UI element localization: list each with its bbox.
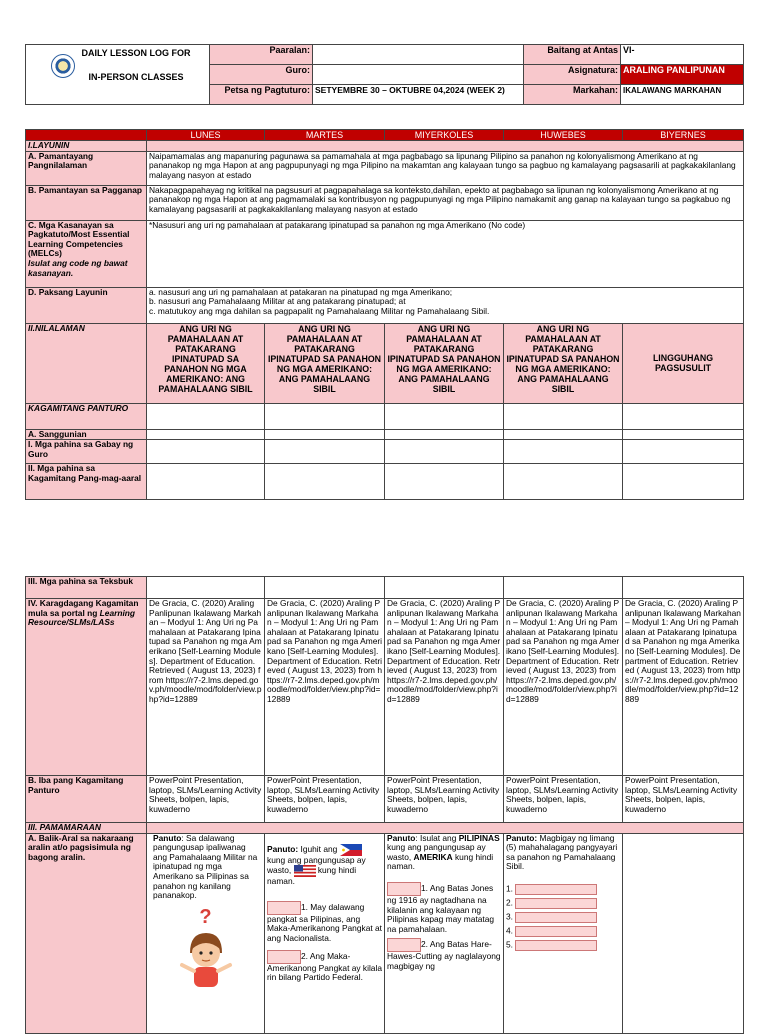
materials-miyerkoles: PowerPoint Presentation, laptop, SLMs/Learning Activity Sheets, bolpen, lapis, kuwaderno [385,776,504,823]
melcs-note: Isulat ang code ng bawat kasanayan. [28,257,128,278]
text-pamantayang-pangnilalaman: Naipamamalas ang mapanuring pagunawa sa pamamahala at mga pagbabago sa lipunang Pilipino sa panahon ng kolonyalismong Amerikano at ng pananakop ng mga Hapon at ang pagpupunyagi ng mga Pilipino na makamtan ang kalayaan tungo sa pagbuo ng kamalayang pagsasarili at pagkakakilanlang malayang nasyon at estado [147,151,744,185]
karagdagang-label: IV. Karagdagang Kagamitan mula sa portal ng [28,598,139,618]
word-pilipinas: PILIPINAS [458,833,500,843]
panuto-huwebes: Panuto: [506,833,538,843]
topic-martes: ANG URI NG PAMAHALAAN AT PATAKARANG IPINATUPAD SA PANAHON NG MGA AMERIKANO: ANG PAMAHALAANG SIBIL [265,323,385,403]
label-gabay-guro: I. Mga pahina sa Gabay ng Guro [26,440,147,464]
section-nilalaman: II.NILALAMAN [26,323,147,403]
panuto-lunes-text: : Sa dalawang pangungusap ipaliwanag ang Pamahalaang Militar na ipinatupad ng mga Amerikano sa Pilipinas sa panahon ng kanilang pananakop. [153,833,258,901]
deped-seal-icon [51,54,75,78]
word-amerika: AMERIKA [413,851,453,862]
thu-item-3: 3. [506,911,513,922]
label-melcs [26,220,147,287]
petsa-value[interactable]: SETYEMBRE 30 – OKTUBRE 04,2024 (WEEK 2) [313,85,524,105]
topic-biyernes: LINGGUHANG PAGSUSULIT [623,323,744,403]
materials-martes: PowerPoint Presentation, laptop, SLMs/Learning Activity Sheets, bolpen, lapis, kuwaderno [265,776,385,823]
balik-aral-lunes [147,833,265,1033]
label-pamantayan-pagganap: B. Pamantayan sa Pagganap [26,185,147,220]
paksang-layunin-a: a. nasusuri ang uri ng pamahalaan at patakaran na pinatupad ng mga Amerikano; [149,287,453,297]
header-title [81,47,191,83]
ref-miyerkoles: De Gracia, C. (2020) Araling Panlipunan Ikalawang Markahan – Modyul 1: Ang Uri ng Pamahalaan at Patakarang Ipinatupad sa Panahon ng mga Amerikano [Self-Learning Modules]. Department of Education. Retrieved ( August 13, 2023) from https://r7-2.lms.deped.gov.ph/moodle/mod/folder/view.php?id=12889 [385,599,504,776]
thinking-kid-icon [176,929,236,987]
american-flag-icon [294,865,316,877]
karagdagang-label-italic: Learning Resource/SLMs/LASs [28,607,136,628]
wed-item-2: 2. Ang Batas Hare-Hawes-Cutting ay naglalayong magbigay ng [387,939,501,971]
topic-lunes: ANG URI NG PAMAHALAAN AT PATAKARANG IPINATUPAD SA PANAHON NG MGA AMERIKANO: ANG PAMAHALAANG SIBIL [147,323,265,403]
answer-box-1[interactable] [267,901,301,915]
answer-box-2[interactable] [267,950,301,964]
thinking-kid-svg [176,929,236,987]
header-table [25,44,744,105]
balik-aral-biyernes [623,833,744,1033]
asignatura-value[interactable]: ARALING PANLIPUNAN [621,65,744,85]
ref-huwebes: De Gracia, C. (2020) Araling Panlipunan Ikalawang Markahan – Modyul 1: Ang Uri ng Pamahalaan at Patakarang Ipinatupad sa Panahon ng mga Amerikano [Self-Learning Modules]. Department of Education. Retrieved ( August 13, 2023) from https://r7-2.lms.deped.gov.ph/moodle/mod/folder/view.php?id=12889 [504,599,623,776]
label-sanggunian: A. Sanggunian [26,429,147,440]
topic-miyerkoles: ANG URI NG PAMAHALAAN AT PATAKARANG IPINATUPAD SA PANAHON NG MGA AMERIKANO: ANG PAMAHALAANG SIBIL [385,323,504,403]
thu-item-1: 1. [506,883,513,894]
label-iba-pang-kagamitan: B. Iba pang Kagamitang Panturo [26,776,147,823]
label-paksang-layunin: D. Paksang Layunin [26,287,147,323]
asignatura-label: Asignatura: [524,65,621,85]
paaralan-value[interactable] [313,45,524,65]
answer-line-1[interactable] [515,884,597,895]
label-pamantayang-pangnilalaman: A. Pamantayang Pangnilalaman [26,151,147,185]
label-kagamitang-mag-aaral: II. Mga pahina sa Kagamitang Pang-mag-aaral [26,464,147,500]
wed-item-1: 1. Ang Batas Jones ng 1916 ay nagtadhana na kilalanin ang kalayaan ng Pilipinas kapag may matatag na pamahalaan. [387,883,495,934]
thu-item-5: 5. [506,939,513,950]
markahan-label: Markahan: [524,85,621,105]
day-martes: MARTES [265,130,385,141]
paaralan-label: Paaralan: [210,45,313,65]
markahan-value[interactable]: IKALAWANG MARKAHAN [621,85,744,105]
panuto-martes-text1: Iguhit ang [298,843,340,854]
lesson-table-page1 [25,129,744,500]
lesson-table-page2 [25,576,744,1034]
panuto-miyerkoles: Panuto [387,833,416,843]
petsa-label: Petsa ng Pagtuturo: [210,85,313,105]
answer-line-2[interactable] [515,898,597,909]
day-huwebes: HUWEBES [504,130,623,141]
baitang-label: Baitang at Antas [524,45,621,65]
section-layunin: I.LAYUNIN [26,141,147,152]
title-line-1: DAILY LESSON LOG FOR [81,48,191,58]
balik-aral-martes [265,833,385,1033]
panuto-lunes: Panuto [153,833,182,843]
answer-line-3[interactable] [515,912,597,923]
panuto-miyerkoles-text2: kung ang pangungusap ay wasto, [387,842,486,862]
title-line-2: IN-PERSON CLASSES [88,72,184,82]
balik-aral-miyerkoles [385,833,504,1033]
topic-huwebes: ANG URI NG PAMAHALAAN AT PATAKARANG IPINATUPAD SA PANAHON NG MGA AMERIKANO: ANG PAMAHALAANG SIBIL [504,323,623,403]
day-miyerkoles: MIYERKOLES [385,130,504,141]
label-karagdagang-kagamitan [26,599,147,776]
panuto-huwebes-text: Magbigay ng limang (5) mahahalagang pangyayari sa panahon ng Pamahalaang Sibil. [506,833,618,872]
label-balik-aral: A. Balik-Aral sa nakaraang aralin at/o pagsisimula ng bagong aralin. [26,833,147,1033]
balik-aral-huwebes [504,833,623,1033]
panuto-martes: Panuto: [267,843,299,854]
day-header-blank [26,130,147,141]
guro-value[interactable] [313,65,524,85]
section-kagamitan: KAGAMITANG PANTURO [26,403,147,429]
day-header-row [26,130,744,141]
answer-line-4[interactable] [515,926,597,937]
text-paksang-layunin [147,287,744,323]
paksang-layunin-b: b. nasusuri ang Pamahalaang Militar at ang patakarang pinatupad; at [149,296,406,307]
section-pamamaraan: III. PAMAMARAAN [26,823,147,834]
thu-answer-list [506,884,620,951]
header-logo-cell [26,45,210,105]
tue-item-2: 2. Ang Maka-Amerikanong Pangkat ay kilala rin bilang Partido Federal. [267,950,382,983]
label-teksbuk: III. Mga pahina sa Teksbuk [26,577,147,599]
panuto-miyerkoles-text1: : Isulat ang [415,833,459,843]
panuto-miyerkoles-text3: kung hindi naman. [387,851,494,872]
materials-lunes: PowerPoint Presentation, laptop, SLMs/Learning Activity Sheets, bolpen, lapis, kuwaderno [147,776,265,823]
ref-martes: De Gracia, C. (2020) Araling Panlipunan Ikalawang Markahan – Modyul 1: Ang Uri ng Pamahalaan at Patakarang Ipinatupad sa Panahon ng mga Amerikano [Self-Learning Modules]. Department of Education. Retrieved ( August 13, 2023) from https://r7-2.lms.deped.gov.ph/moodle/mod/folder/view.php?id=12889 [265,599,385,776]
text-melcs: *Nasusuri ang uri ng pamahalaan at patakarang ipinatupad sa panahon ng mga Amerikano (No code) [147,220,744,287]
tue-item-1: 1. May dalawang pangkat sa Pilipinas, ang Maka-Amerikanong Pangkat at ang Nacionalista. [267,902,382,943]
guro-label: Guro: [210,65,313,85]
paksang-layunin-c: c. matutukoy ang mga dahilan sa pagpapalit ng Pamahalaang Militar ng Pamahalaang Sibil. [149,305,490,316]
text-pamantayan-pagganap: Nakapagpapahayag ng kritikal na pagsusuri at pagpapahalaga sa konteksto,dahilan, epekto at pagbabago sa lipunan ng kolonyalismong Amerikano at ng pananakop ng mga Hapon at ang pagmamalaki sa kontribusyon ng pagpupunyagi ng mga Pilipino namakamit ang ganap na kalayaan tungo sa pagkabuo ng kamalayang pagsasarili at pagkakakilanlang malayang nasyon at estado [147,185,744,220]
melcs-label: C. Mga Kasanayan sa Pagkatuto/Most Essential Learning Competencies (MELCs) [28,220,130,259]
thu-item-4: 4. [506,925,513,936]
answer-box-wed-2[interactable] [387,938,421,952]
answer-box-wed-1[interactable] [387,882,421,896]
materials-huwebes: PowerPoint Presentation, laptop, SLMs/Learning Activity Sheets, bolpen, lapis, kuwaderno [504,776,623,823]
answer-line-5[interactable] [515,940,597,951]
panuto-martes-text2: kung ang pangungusap ay wasto, [267,854,366,876]
thu-item-2: 2. [506,897,513,908]
day-lunes: LUNES [147,130,265,141]
day-biyernes: BIYERNES [623,130,744,141]
materials-biyernes: PowerPoint Presentation, laptop, SLMs/Learning Activity Sheets, bolpen, lapis, kuwaderno [623,776,744,823]
ref-lunes: De Gracia, C. (2020) Araling Panlipunan Ikalawang Markahan – Modyul 1: Ang Uri ng Pamahalaan at Patakarang Ipinatupad sa Panahon ng mga Amerikano [Self-Learning Modules]. Department of Education. Retrieved ( August 13, 2023) from https://r7-2.lms.deped.gov.ph/moodle/mod/folder/view.php?id=12889 [147,599,265,776]
ref-biyernes: De Gracia, C. (2020) Araling Panlipunan Ikalawang Markahan – Modyul 1: Ang Uri ng Pamahalaan at Patakarang Ipinatupad sa Panahon ng mga Amerikano [Self-Learning Modules]. Department of Education. Retrieved ( August 13, 2023) from https://r7-2.lms.deped.gov.ph/moodle/mod/folder/view.php?id=12889 [623,599,744,776]
baitang-value[interactable]: VI- [621,45,744,65]
panuto-martes-text3: kung hindi naman. [267,865,357,887]
question-mark-icon: ? [199,905,212,928]
